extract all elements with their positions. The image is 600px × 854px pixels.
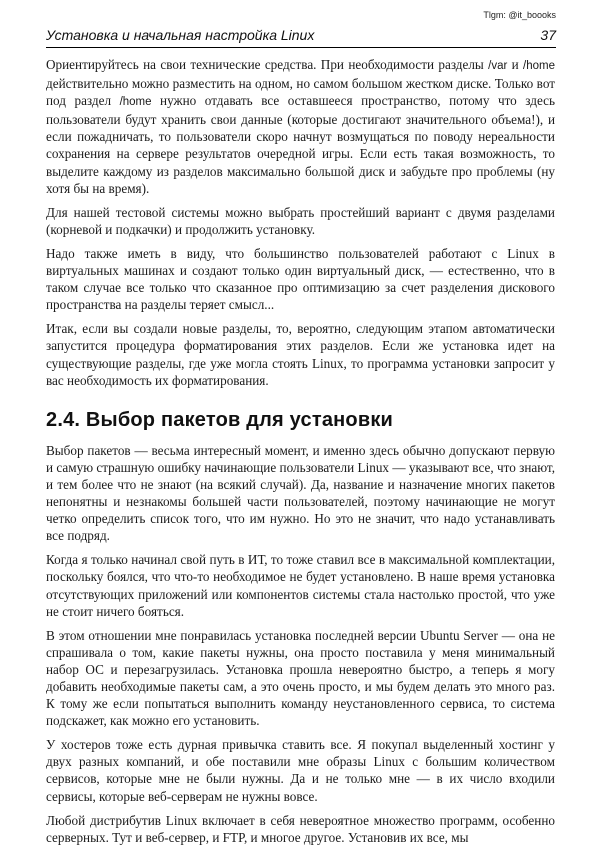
paragraph-text: действительно можно разместить на одном, но самом большом жестком диске. Только вот под раздел <box>46 76 555 109</box>
paragraph: Когда я только начинал свой путь в ИТ, то тоже ставил все в максимальной комплектации, поскольку боялся, что что-то необходимое не будет установлено. В наше время установка отсутствующих приложений или компонентов системы стала настолько простой, что уже не стоит ничего бояться. <box>46 552 555 619</box>
path-home: /home <box>119 96 152 109</box>
paragraph-partitions <box>46 56 555 197</box>
running-title: Установка и начальная настройка Linux <box>46 27 315 43</box>
paragraph: Для нашей тестовой системы можно выбрать простейший вариант с двумя разделами (корневой и подкачки) и продолжить установку. <box>46 204 555 237</box>
paragraph: Надо также иметь в виду, что большинство пользователей работают с Linux в виртуальных машинах и создают только один виртуальный диск, — естественно, что в таком случае все только что сказанное про оптимизацию за счет разделения дискового пространства на разделы теряет смысл... <box>46 245 555 313</box>
paragraph-text: и <box>507 57 524 72</box>
paragraph: Выбор пакетов — весьма интересный момент, и именно здесь обычно допускают первую и самую страшную ошибку начинающие пользователи Linux — указывают все, что знают, и тем более что не знают (на всякий случай). Да, название и назначение многих пакетов непонятны и незнакомы большей части пользователей, поэтому начинающие не могут четко определить список того, что им нужно. Но это не значит, что надо устанавливать все подряд. <box>46 442 555 544</box>
channel-watermark: Tlgm: @it_boooks <box>483 10 556 20</box>
page-body <box>46 56 555 853</box>
section-heading: 2.4. Выбор пакетов для установки <box>46 408 394 431</box>
paragraph-text: нужно отдавать все оставшееся пространство, потому что здесь пользователи будут хранить свои данные (которые достигают значительного объема!), и если пожадничать, то пользователи скоро начнут возмущаться по поводу нереальности сохранения на сервере результатов очередной игры. Если есть такая возможность, то выделите каждому из разделов максимально большой диск и забудьте про проблемы (ну хотя бы на время). <box>46 93 556 196</box>
path-home: /home <box>523 60 556 72</box>
paragraph: Любой дистрибутив Linux включает в себя невероятное множество программ, особенно серверных. Тут и веб-сервер, и FTP, и многое другое. Установив их все, мы <box>46 812 555 845</box>
path-var: /var <box>488 60 508 72</box>
paragraph: В этом отношении мне понравилась установка последней версии Ubuntu Server — она не спрашивала о том, какие пакеты нужны, она просто поставила у меня минимальный набор ОС и перезагрузилась. Установка прошла невероятно быстро, а теперь я могу добавить необходимые пакеты сам, а это очень просто, и мы будем делать это много раз. К тому же если попытаться выполнить команду неустановленного сервиса, то система подскажет, как можно его установить. <box>46 627 555 729</box>
paragraph-text: Ориентируйтесь на свои технические средства. При необходимости разделы <box>46 57 489 72</box>
paragraph: Итак, если вы создали новые разделы, то, вероятно, следующим этапом автоматически запустится процедура форматирования этих разделов. Если же установка идет на существующие разделы, где уже могла стоять Linux, то программа установки запросит у вас необходимость их форматирования. <box>46 321 555 388</box>
paragraph: У хостеров тоже есть дурная привычка ставить все. Я покупал выделенный хостинг у двух разных компаний, и обе поставили мне образы Linux с большим количеством сервисов, которые мне не были нужны. Да и не только мне — в их число входили сервисы, которые веб-серверам не нужны вовсе. <box>46 737 555 804</box>
running-header <box>46 27 556 48</box>
page-number: 37 <box>540 27 556 43</box>
